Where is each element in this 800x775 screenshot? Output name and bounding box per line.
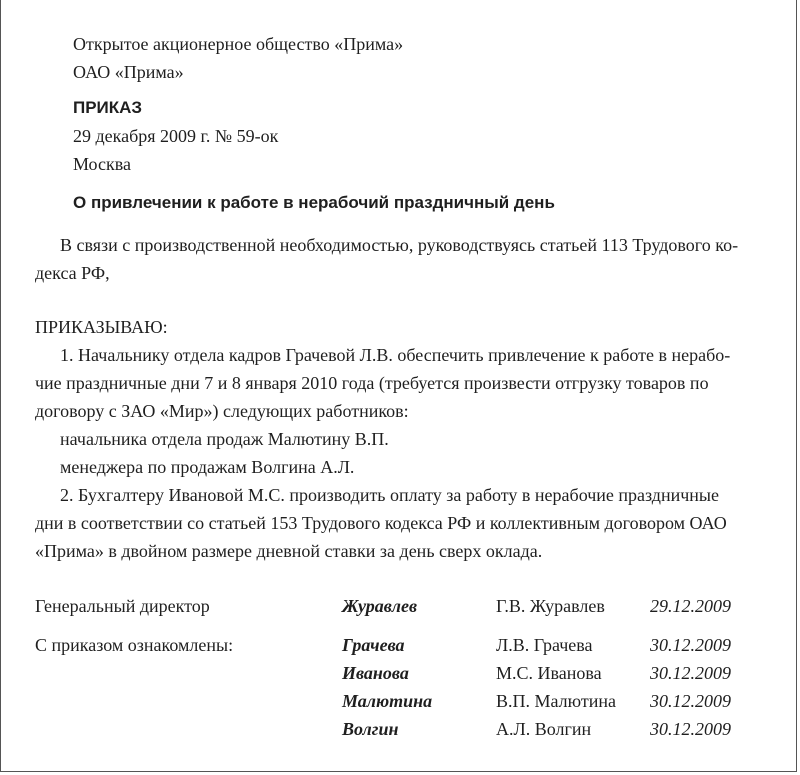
decree-word: ПРИКАЗЫВАЮ: [35,317,168,337]
acquainted-date: 30.12.2009 [650,719,731,739]
director-sign-date: 29.12.2009 [650,596,731,616]
company-short-name: ОАО «Прима» [73,62,184,82]
employee-line: начальника отдела продаж Малютину В.П. [60,429,389,449]
acquainted-signature: Грачева [342,635,405,655]
item2-line: 2. Бухгалтеру Ивановой М.С. производить оплату за работу в нерабочие праздничные [60,485,720,505]
item2-line: «Прима» в двойном размере дневной ставки за день сверх оклада. [35,541,543,561]
acquainted-name: М.С. Иванова [496,663,602,683]
item1-line: договору с ЗАО «Мир») следующих работников: [35,401,409,421]
acquainted-signature: Малютина [342,691,433,711]
item1-line: 1. Начальнику отдела кадров Грачевой Л.В. обеспечить привлечение к работе в нерабо- [60,345,731,365]
acquainted-signature: Волгин [342,719,399,739]
preamble-line: В связи с производственной необходимостью, руководствуясь статьей 113 Трудового ко- [60,235,739,255]
director-name: Г.В. Журавлев [496,596,605,616]
acquainted-date: 30.12.2009 [650,635,731,655]
order-date-number: 29 декабря 2009 г. № 59-ок [73,126,279,146]
acquainted-date: 30.12.2009 [650,691,731,711]
item1-line: чие праздничные дни 7 и 8 января 2010 года (требуется произвести отгрузку товаров по [35,373,709,393]
acquainted-label: С приказом ознакомлены: [35,635,234,655]
acquainted-name: А.Л. Волгин [496,719,592,739]
director-signature: Журавлев [342,596,418,616]
order-subject: О привлечении к работе в нерабочий праздничный день [73,193,555,212]
acquainted-name: В.П. Малютина [496,691,616,711]
acquainted-date: 30.12.2009 [650,663,731,683]
acquainted-name: Л.В. Грачева [496,635,593,655]
director-role: Генеральный директор [35,596,210,616]
company-full-name: Открытое акционерное общество «Прима» [73,34,404,54]
order-title: ПРИКАЗ [73,98,143,117]
preamble-line: декса РФ, [35,263,110,283]
acquainted-signature: Иванова [342,663,409,683]
employee-line: менеджера по продажам Волгина А.Л. [60,457,355,477]
item2-line: дни в соответствии со статьей 153 Трудового кодекса РФ и коллективным договором ОАО [35,513,727,533]
order-city: Москва [73,154,131,174]
